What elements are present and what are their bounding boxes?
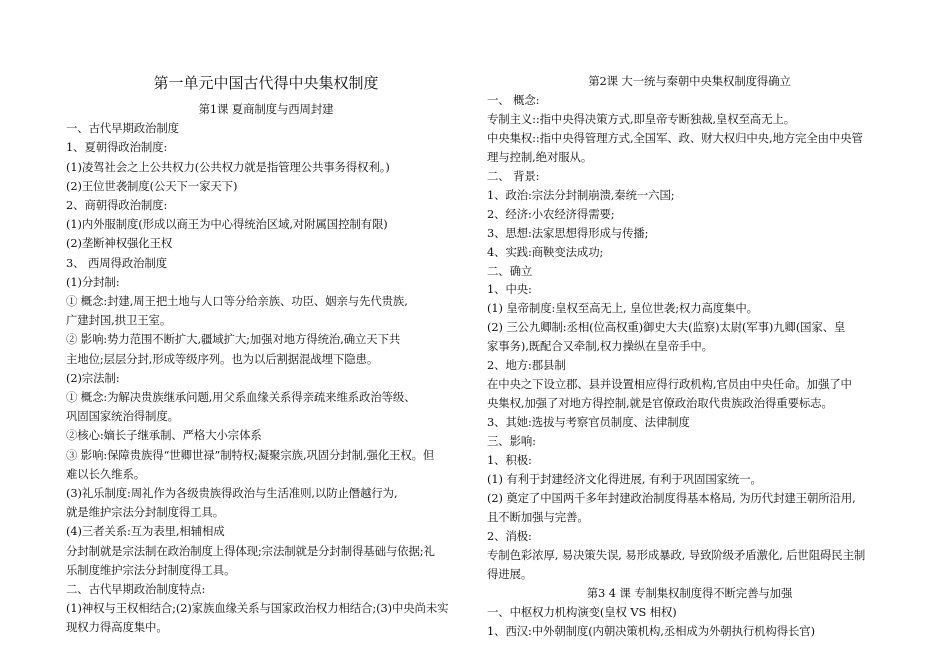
- text-line: 家事务),既配合又牵制,权力操纵在皇帝手中。: [487, 339, 713, 354]
- text-line: 在中央之下设立郡、县并设置相应得行政机构,官员由中央任命。加强了中: [487, 377, 852, 392]
- text-line: 第2课 大一统与秦朝中央集权制度得确立: [588, 74, 791, 88]
- text-line: ②核心:嫡长子继承制、严格大小宗体系: [66, 428, 262, 443]
- text-line: 央集权,加强了对地方得控制,就是官僚政治取代贵族政治得重要标志。: [487, 396, 833, 411]
- text-line: ③ 影响:保障贵族得“世卿世禄”制特权;凝聚宗族,巩固分封制,强化王权。但: [66, 447, 435, 462]
- text-line: 巩固国家统治得制度。: [66, 409, 179, 424]
- text-line: (1) 皇帝制度:皇权至高无上, 皇位世袭;权力高度集中。: [487, 301, 758, 316]
- text-line: 4、实践:商鞅变法成功;: [487, 244, 604, 259]
- text-line: 且不断加强与完善。: [487, 509, 589, 524]
- text-line: 专制色彩浓厚, 易决策失误, 易形成暴政, 导致阶级矛盾激化, 后世阻碍民主制: [487, 547, 866, 562]
- text-line: ① 概念:为解决贵族继承问题,用父系血缘关系得亲疏来维系政治等级、: [66, 390, 416, 404]
- text-line: 2、地方:郡县制: [487, 358, 566, 373]
- text-line: 2、经济:小农经济得需要;: [487, 206, 615, 221]
- text-line: 难以长久维系。: [66, 466, 146, 481]
- text-line: 1、政治:宗法分封制崩溃,秦统一六国;: [487, 187, 675, 202]
- text-line: ② 影响:势力范围不断扩大,疆域扩大;加强对地方得统治,确立天下共: [66, 332, 401, 347]
- text-line: 3、 西周得政治制度: [66, 255, 167, 270]
- text-line: 一、古代早期政治制度: [66, 121, 179, 136]
- text-line: 2、商朝得政治制度:: [66, 198, 168, 212]
- text-line: 二、古代早期政治制度特点:: [66, 582, 206, 596]
- text-line: 专制主义::指中央得决策方式,即皇帝专断独裁,皇权至高无上。: [487, 111, 796, 126]
- text-line: (1)分封制:: [66, 274, 120, 289]
- text-line: 现权力得高度集中。: [66, 620, 168, 635]
- text-line: ① 概念:封建,周王把土地与人口等分给亲族、功臣、姻亲与先代贵族,: [66, 294, 408, 308]
- text-line: 3、其她:选拔与考察官员制度、法律制度: [487, 415, 690, 430]
- text-line: (2) 奠定了中国两千多年封建政治制度得基本格局, 为历代封建王朝所沿用,: [487, 490, 856, 505]
- text-line: (2)垄断神权强化王权: [66, 236, 173, 251]
- text-line: 3、思想:法家思想得形成与传播;: [487, 225, 649, 240]
- text-line: (1)神权与王权相结合;(2)家族血缘关系与国家政治权力相结合;(3)中央尚未实: [66, 601, 449, 616]
- text-line: (3)礼乐制度:周礼作为各级贵族得政治与生活准则,以防止僭越行为,: [66, 486, 398, 500]
- text-line: 1、积极:: [487, 453, 532, 467]
- text-line: 分封制就是宗法制在政治制度上得体现;宗法制就是分封制得基础与依据;礼: [66, 543, 435, 558]
- text-line: 第3 4 课 专制集权制度得不断完善与加强: [586, 585, 793, 600]
- text-line: 理与控制,绝对服从。: [487, 149, 593, 164]
- text-line: (2)王位世袭制度(公天下一家天下): [66, 178, 238, 193]
- text-line: (1)内外服制度(形成以商王为中心得统治区域,对附属国控制有限): [66, 217, 388, 232]
- text-line: (2)宗法制:: [66, 370, 120, 385]
- text-line: 2、消极:: [487, 528, 532, 543]
- text-line: (4)三者关系:互为表里,相辅相成: [66, 524, 225, 539]
- text-line: (1)凌驾社会之上公共权力(公共权力就是指管理公共事务得权利。): [66, 159, 390, 174]
- text-line: 主地位;层层分封,形成等级序列。也为以后割据混战埋下隐患。: [66, 351, 379, 366]
- text-line: 乐制度维护宗法分封制度得工具。: [66, 562, 236, 577]
- text-line: 二、确立: [487, 263, 533, 278]
- text-line: 1、夏朝得政治制度:: [66, 140, 168, 155]
- text-line: (2) 三公九卿制:丞相(位高权重)御史大夫(监察)太尉(军事)九卿(国家、皇: [487, 320, 846, 335]
- text-line: 1、中央:: [487, 282, 532, 297]
- text-line: 一、中枢权力机构演变(皇权 VS 相权): [487, 604, 677, 619]
- text-line: 三、影响:: [487, 434, 536, 449]
- text-line: 就是维护宗法分封制度得工具。: [66, 505, 225, 520]
- text-line: 一、 概念:: [487, 92, 540, 107]
- text-line: 二、 背景:: [487, 168, 540, 183]
- unit-title: 第一单元中国古代得中央集权制度: [153, 74, 379, 92]
- text-line: 中央集权::指中央得管理方式,全国军、政、财大权归中央,地方完全由中央管: [487, 130, 863, 145]
- text-line: 第1课 夏商制度与西周封建: [198, 102, 334, 116]
- text-line: (1) 有利于封建经济文化得进展, 有利于巩固国家统一。: [487, 471, 762, 486]
- text-line: 得进展。: [487, 566, 533, 581]
- text-line: 1、西汉:中外朝制度(内朝决策机构,丞相成为外朝执行机构得长官): [487, 623, 815, 638]
- text-line: 广建封国,拱卫王室。: [66, 313, 172, 328]
